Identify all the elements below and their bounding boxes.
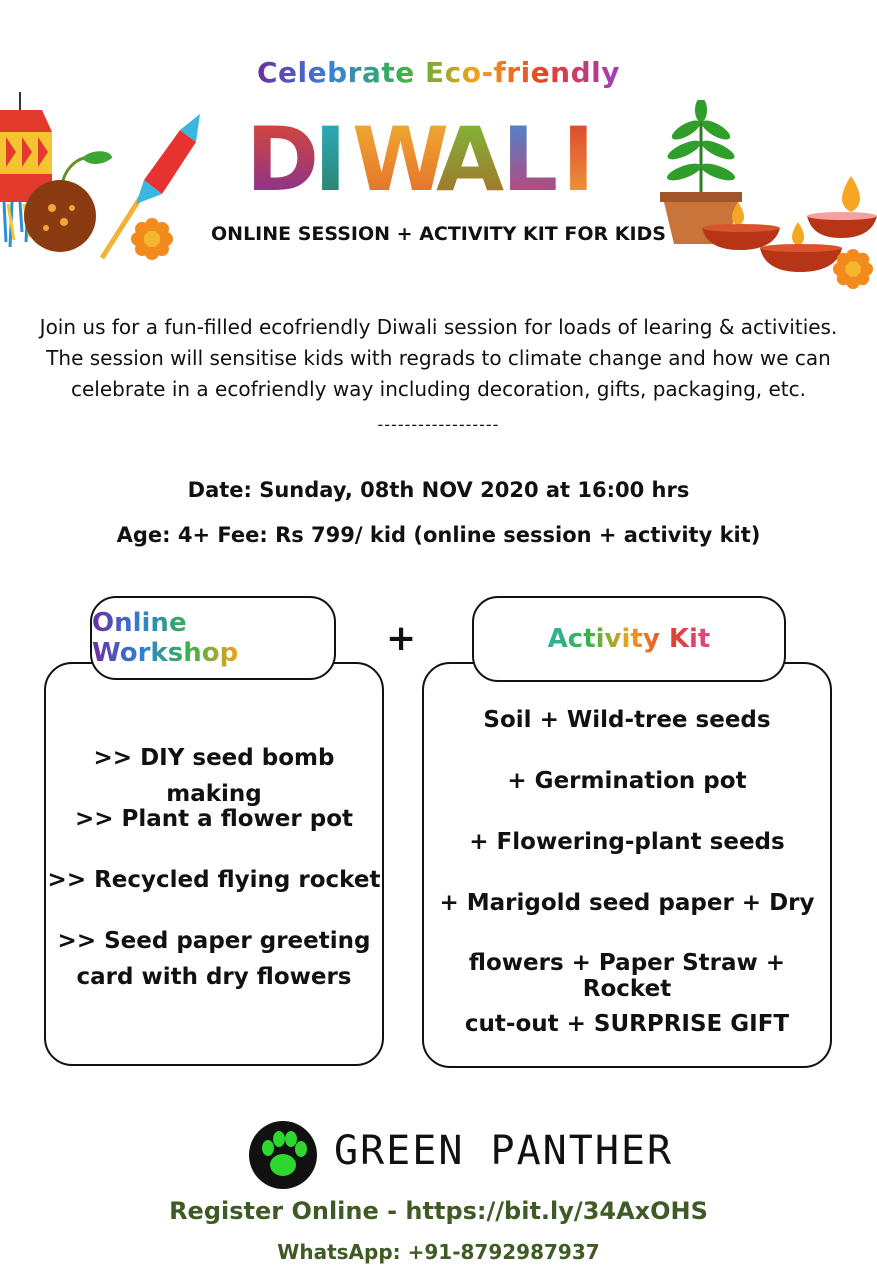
- workshop-item: card with dry flowers: [76, 964, 352, 990]
- title-letter: L: [502, 108, 559, 200]
- divider: ------------------: [377, 415, 500, 434]
- title-letter: D: [246, 108, 320, 200]
- kit-line: Soil + Wild-tree seeds: [483, 707, 771, 733]
- diwali-title: [240, 108, 600, 200]
- kit-title: Activity Kit: [547, 624, 711, 654]
- marigold-icon: [832, 248, 874, 290]
- intro-paragraph: [30, 312, 847, 405]
- subtitle: ONLINE SESSION + ACTIVITY KIT FOR KIDS: [211, 223, 666, 245]
- kit-line: + Germination pot: [507, 768, 747, 794]
- title-letter: I: [314, 108, 347, 200]
- title-letter: W: [352, 108, 450, 200]
- event-date: Date: Sunday, 08th NOV 2020 at 16:00 hrs: [187, 478, 690, 502]
- intro-line: celebrate in a ecofriendly way including decoration, gifts, packaging, etc.: [71, 377, 806, 401]
- workshop-title: Online Workshop: [92, 608, 334, 668]
- kit-line: flowers + Paper Straw + Rocket: [468, 950, 786, 1002]
- title-letter: I: [562, 108, 595, 200]
- workshop-item: >> DIY seed bomb making: [93, 745, 335, 807]
- workshop-item: >> Recycled flying rocket: [47, 867, 381, 893]
- whatsapp-contact[interactable]: WhatsApp: +91-8792987937: [277, 1240, 600, 1264]
- kicker-heading: [0, 56, 877, 89]
- kit-title-tab: [472, 596, 786, 682]
- title-letter: A: [436, 108, 505, 200]
- workshop-item: >> Plant a flower pot: [74, 806, 354, 832]
- workshop-title-tab: [90, 596, 336, 680]
- workshop-item: >> Seed paper greeting: [57, 928, 371, 954]
- event-age-fee: Age: 4+ Fee: Rs 799/ kid (online session + activity kit): [116, 523, 761, 547]
- brand-name: GREEN PANTHER: [334, 1128, 674, 1174]
- plus-sign: +: [386, 618, 417, 659]
- kit-line: + Marigold seed paper + Dry: [439, 890, 815, 916]
- paw-icon: [248, 1120, 318, 1190]
- register-link[interactable]: Register Online - https://bit.ly/34AxOHS: [169, 1197, 708, 1225]
- intro-line: Join us for a fun-filled ecofriendly Diwali session for loads of learing & activities.: [39, 315, 838, 339]
- kit-line: cut-out + SURPRISE GIFT: [464, 1011, 790, 1037]
- kit-line: + Flowering-plant seeds: [469, 829, 785, 855]
- intro-line: The session will sensitise kids with regrads to climate change and how we can: [46, 346, 831, 370]
- kicker-text: Celebrate Eco-friendly: [257, 56, 620, 89]
